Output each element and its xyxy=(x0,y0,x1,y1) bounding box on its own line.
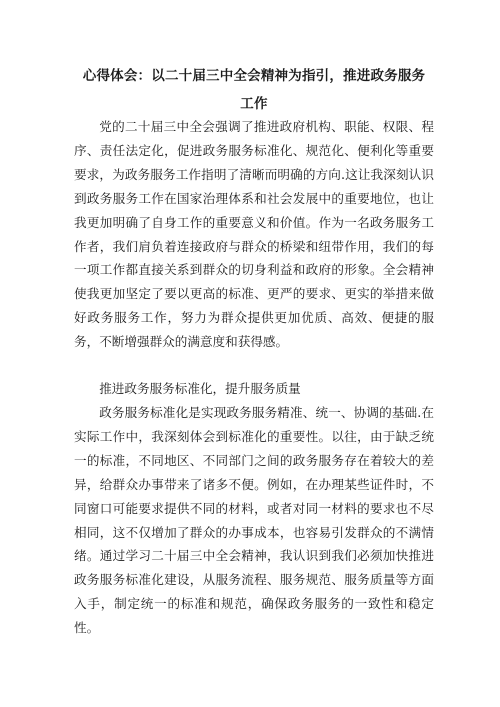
paragraph-intro: 党的二十届三中全会强调了推进政府机构、职能、权限、程序、责任法定化，促进政务服务标准化、规范化、便利化等重要要求，为政务服务工作指明了清晰而明确的方向.这让我深刻认识到政务服务工作在国家治理体系和社会发展中的重要地位，也让我更加明确了自身工作的重要意义和价值。作为一名政务服务工作者，我们肩负着连接政府与群众的桥梁和纽带作用，我们的每一项工作都直接关系到群众的切身利益和政府的形象。全会精神使我更加坚定了要以更高的标准、更严的要求、更实的举措来做好政务服务工作，努力为群众提供更加优质、高效、便捷的服务，不断增强群众的满意度和获得感。 xyxy=(74,119,434,350)
section-heading: 推进政务服务标准化，提升服务质量 xyxy=(99,381,301,396)
document-title: 心得体会：以二十届三中全会精神为指引，推进政务服务工作 xyxy=(82,68,426,112)
paragraph-standardization: 政务服务标准化是实现政务服务精准、统一、协调的基础.在实际工作中，我深刻体会到标准化的重要性。以往，由于缺乏统一的标准，不同地区、不同部门之间的政务服务存在着较大的差异，给群众办事带来了诸多不便。例如，在办理某些证件时，不同窗口可能要求提供不同的材料，或者对同一材料的要求也不尽相同，这不仅增加了群众的办事成本，也容易引发群众的不满情绪。通过学习二十届三中全会精神，我认识到我们必须加快推进政务服务标准化建设，从服务流程、服务规范、服务质量等方面入手，制定统一的标准和规范，确保政务服务的一致性和稳定性。 xyxy=(74,405,434,636)
